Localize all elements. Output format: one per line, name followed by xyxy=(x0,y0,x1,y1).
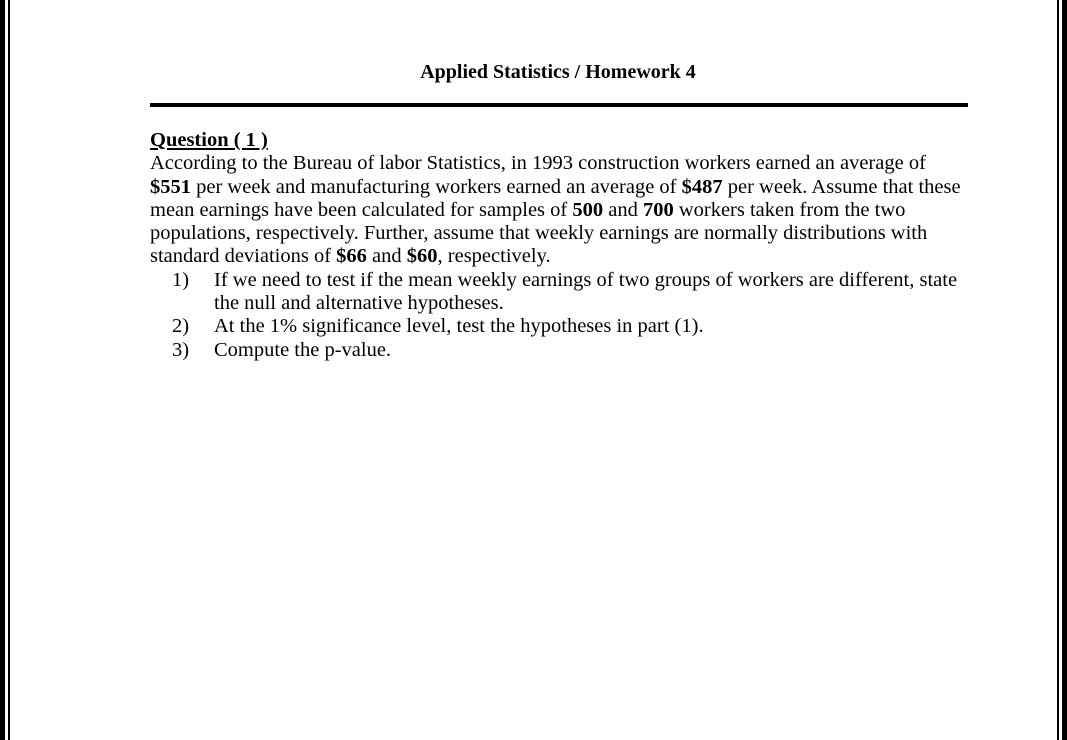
paragraph-text: and xyxy=(603,198,643,221)
paragraph-value: 700 xyxy=(642,198,674,221)
question-part-1 xyxy=(150,269,970,316)
title-rule xyxy=(150,103,968,107)
page-border-right-inner xyxy=(1057,0,1059,740)
page-border-left xyxy=(0,0,5,740)
paragraph-text: , respectively. xyxy=(437,245,551,268)
paragraph-text: workers taken from the two populations, respectively. Further, assume that weekly earnings are normally distributions with standard deviations of xyxy=(150,198,928,268)
paragraph-value: 500 xyxy=(572,198,604,221)
part-text: Compute the p-value. xyxy=(214,338,392,361)
question-section xyxy=(150,129,970,362)
question-paragraph xyxy=(150,152,970,268)
part-number: 1) xyxy=(172,268,190,291)
page-border-left-inner xyxy=(8,0,10,740)
paragraph-value: $66 xyxy=(336,245,367,268)
part-number: 2) xyxy=(172,315,190,338)
paragraph-text: and xyxy=(366,245,407,268)
question-heading: Question ( 1 ) xyxy=(150,129,268,151)
paragraph-text: per week and manufacturing workers earned an average of xyxy=(191,175,682,198)
question-parts-list xyxy=(150,269,970,362)
document-title: Applied Statistics / Homework 4 xyxy=(420,61,696,83)
part-number: 3) xyxy=(172,338,190,361)
question-part-3 xyxy=(150,339,970,362)
question-part-2 xyxy=(150,315,970,338)
paragraph-value: $487 xyxy=(681,175,723,198)
paragraph-value: $60 xyxy=(406,245,438,268)
paragraph-text: per week. Assume that these mean earnings have been calculated for samples of xyxy=(150,175,961,221)
page-border-right xyxy=(1062,0,1067,740)
part-text: If we need to test if the mean weekly earnings of two groups of workers are different, state the null and alternative hypotheses. xyxy=(214,268,958,315)
part-text: At the 1% significance level, test the hypotheses in part (1). xyxy=(214,315,704,338)
paragraph-value: $551 xyxy=(150,175,191,198)
paragraph-text: According to the Bureau of labor Statistics, in 1993 construction workers earned an average of xyxy=(150,152,926,175)
